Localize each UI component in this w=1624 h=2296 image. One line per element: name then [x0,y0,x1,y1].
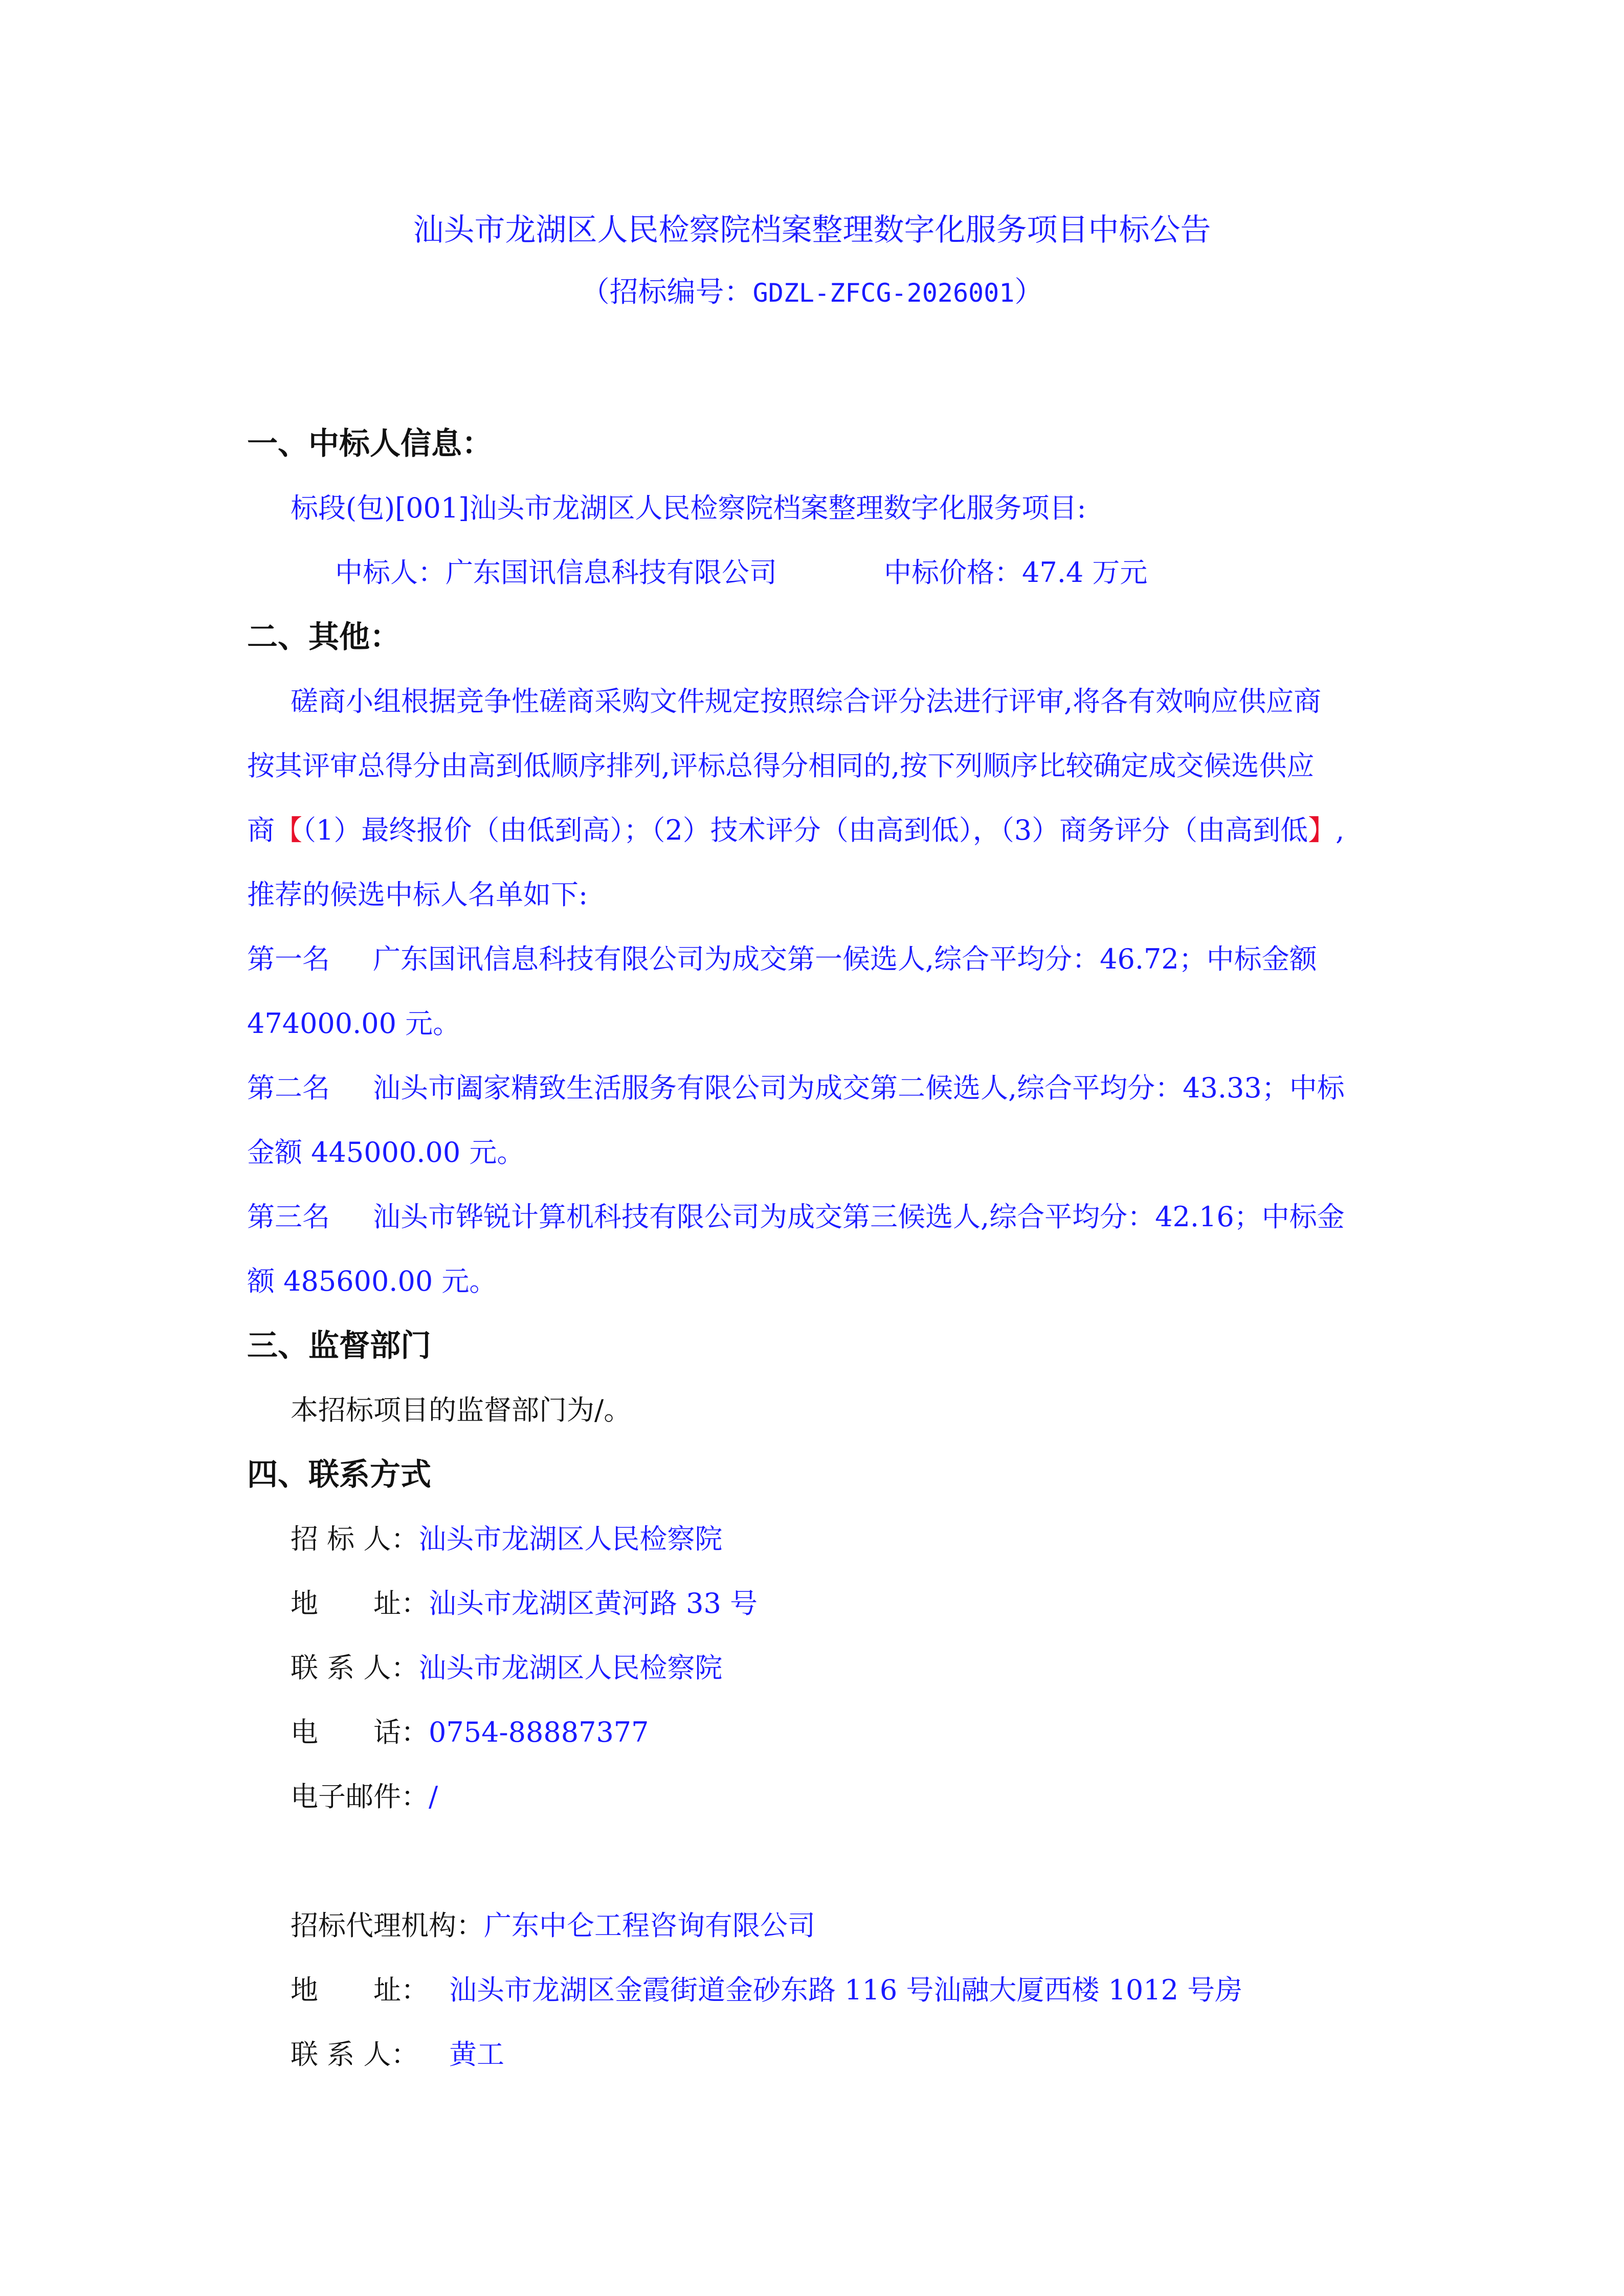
purchaser-address: 汕头市龙湖区黄河路 33 号 [429,1587,758,1619]
purchaser-contact-label: 联 系 人： [291,1652,419,1684]
purchaser-phone-line [291,1716,649,1749]
bid-number-prefix: （招标编号： [581,276,753,309]
bid-number-suffix: ） [1014,276,1043,309]
bid-number-line [0,276,1624,309]
document-title: 汕头市龙湖区人民检察院档案整理数字化服务项目中标公告 [413,212,1211,248]
candidate-2-desc: 汕头市阖家精致生活服务有限公司为成交第二候选人,综合平均分：43.33；中标 [373,1072,1345,1104]
candidate-3-desc: 汕头市铧锐计算机科技有限公司为成交第三候选人,综合平均分：42.16；中标金 [373,1201,1345,1233]
bid-number: GDZL-ZFCG-2026001 [752,278,1015,308]
candidate-3-line2: 额 485600.00 元。 [247,1265,497,1297]
candidate-3-line1 [247,1201,1345,1233]
price-value: 47.4 万元 [1022,556,1148,589]
agency-name-label: 招标代理机构： [291,1909,484,1942]
purchaser-email-line [291,1781,438,1813]
winner-name: 广东国讯信息科技有限公司 [446,556,777,589]
agency-address: 汕头市龙湖区金霞街道金砂东路 116 号汕融大厦西楼 1012 号房 [449,1974,1243,2006]
price-label: 中标价格： [884,556,1022,589]
candidate-1-rank: 第一名 [247,943,330,975]
purchaser-email-label: 电子邮件： [291,1781,429,1813]
section3-heading: 三、监督部门 [247,1328,431,1364]
para-line-1: 磋商小组根据竞争性磋商采购文件规定按照综合评分法进行评审,将各有效响应供应商 [291,685,1322,717]
winner-line [335,556,777,589]
para-line-3-text: 商【（1）最终报价（由低到高）；（2）技术评分（由高到低），（3）商务评分（由高到低】, [247,814,1345,846]
purchaser-phone: 0754-88887377 [429,1716,649,1748]
candidate-1-desc: 广东国讯信息科技有限公司为成交第一候选人,综合平均分：46.72；中标金额 [373,943,1317,975]
para-line-2: 按其评审总得分由高到低顺序排列,评标总得分相同的,按下列顺序比较确定成交候选供应 [247,750,1315,782]
section2-heading: 二、其他： [247,619,401,655]
purchaser-name: 汕头市龙湖区人民检察院 [418,1523,723,1555]
agency-contact-line [291,2038,504,2071]
purchaser-contact-line [291,1652,722,1684]
agency-address-label: 地 址： [291,1974,429,2006]
purchaser-email: / [429,1781,438,1813]
purchaser-address-label: 地 址： [291,1587,429,1619]
supervision-text: 本招标项目的监督部门为/。 [291,1394,632,1426]
candidate-2-line2: 金额 445000.00 元。 [247,1136,525,1168]
price-line [884,556,1147,589]
candidate-3-rank: 第三名 [247,1201,330,1233]
agency-contact: 黄工 [449,2038,504,2070]
candidate-2-line1 [247,1072,1345,1105]
candidate-1-line1 [247,943,1317,976]
lot-line: 标段(包)[001]汕头市龙湖区人民检察院档案整理数字化服务项目: [291,492,1086,524]
agency-address-line [291,1974,1242,2007]
agency-contact-label: 联 系 人： [291,2038,419,2070]
purchaser-name-label: 招 标 人： [291,1523,419,1555]
candidate-2-rank: 第二名 [247,1072,330,1104]
agency-name: 广东中仑工程咨询有限公司 [484,1909,815,1942]
agency-name-line [291,1909,815,1942]
section1-heading: 一、中标人信息： [247,426,493,462]
para-line-4: 推荐的候选中标人名单如下: [247,879,588,911]
section4-heading: 四、联系方式 [247,1457,431,1493]
purchaser-contact: 汕头市龙湖区人民检察院 [418,1652,723,1684]
purchaser-address-line [291,1587,758,1620]
purchaser-name-line [291,1523,722,1556]
candidate-1-line2: 474000.00 元。 [247,1007,461,1040]
para-line-3 [247,814,1344,847]
purchaser-phone-label: 电 话： [291,1716,429,1748]
winner-label: 中标人： [335,556,446,589]
